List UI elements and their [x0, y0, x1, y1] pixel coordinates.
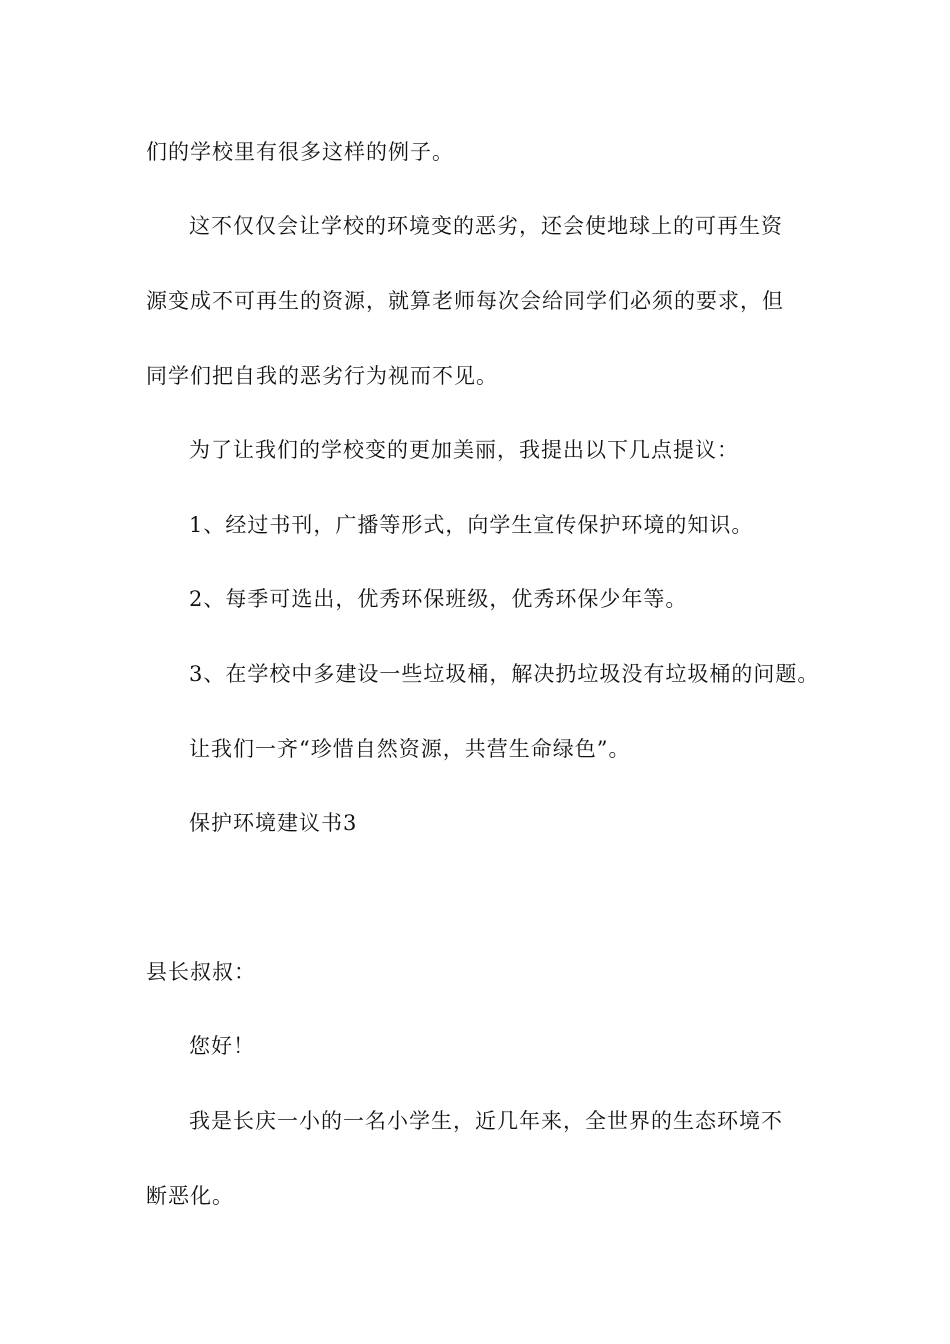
- salutation: 县长叔叔：: [146, 960, 256, 984]
- paragraph-line: 源变成不可再生的资源，就算老师每次会给同学们必须的要求，但: [146, 289, 784, 313]
- section-title: 保护环境建议书3: [189, 811, 358, 835]
- paragraph-line: 们的学校里有很多这样的例子。: [146, 140, 454, 164]
- list-item: 3、在学校中多建设一些垃圾桶，解决扔垃圾没有垃圾桶的问题。: [189, 662, 820, 686]
- greeting: 您好！: [189, 1034, 255, 1058]
- list-item: 1、经过书刊，广播等形式，向学生宣传保护环境的知识。: [189, 513, 754, 537]
- paragraph-line: 让我们一齐“珍惜自然资源，共营生命绿色”。: [189, 737, 631, 761]
- paragraph-line: 这不仅仅会让学校的环境变的恶劣，还会使地球上的可再生资: [189, 214, 783, 238]
- paragraph-line: 为了让我们的学校变的更加美丽，我提出以下几点提议：: [189, 438, 739, 462]
- paragraph-line: 我是长庆一小的一名小学生，近几年来，全世界的生态环境不: [189, 1109, 783, 1133]
- paragraph-line: 同学们把自我的恶劣行为视而不见。: [146, 364, 498, 388]
- paragraph-line: 断恶化。: [146, 1184, 234, 1208]
- list-item: 2、每季可选出，优秀环保班级，优秀环保少年等。: [189, 587, 688, 611]
